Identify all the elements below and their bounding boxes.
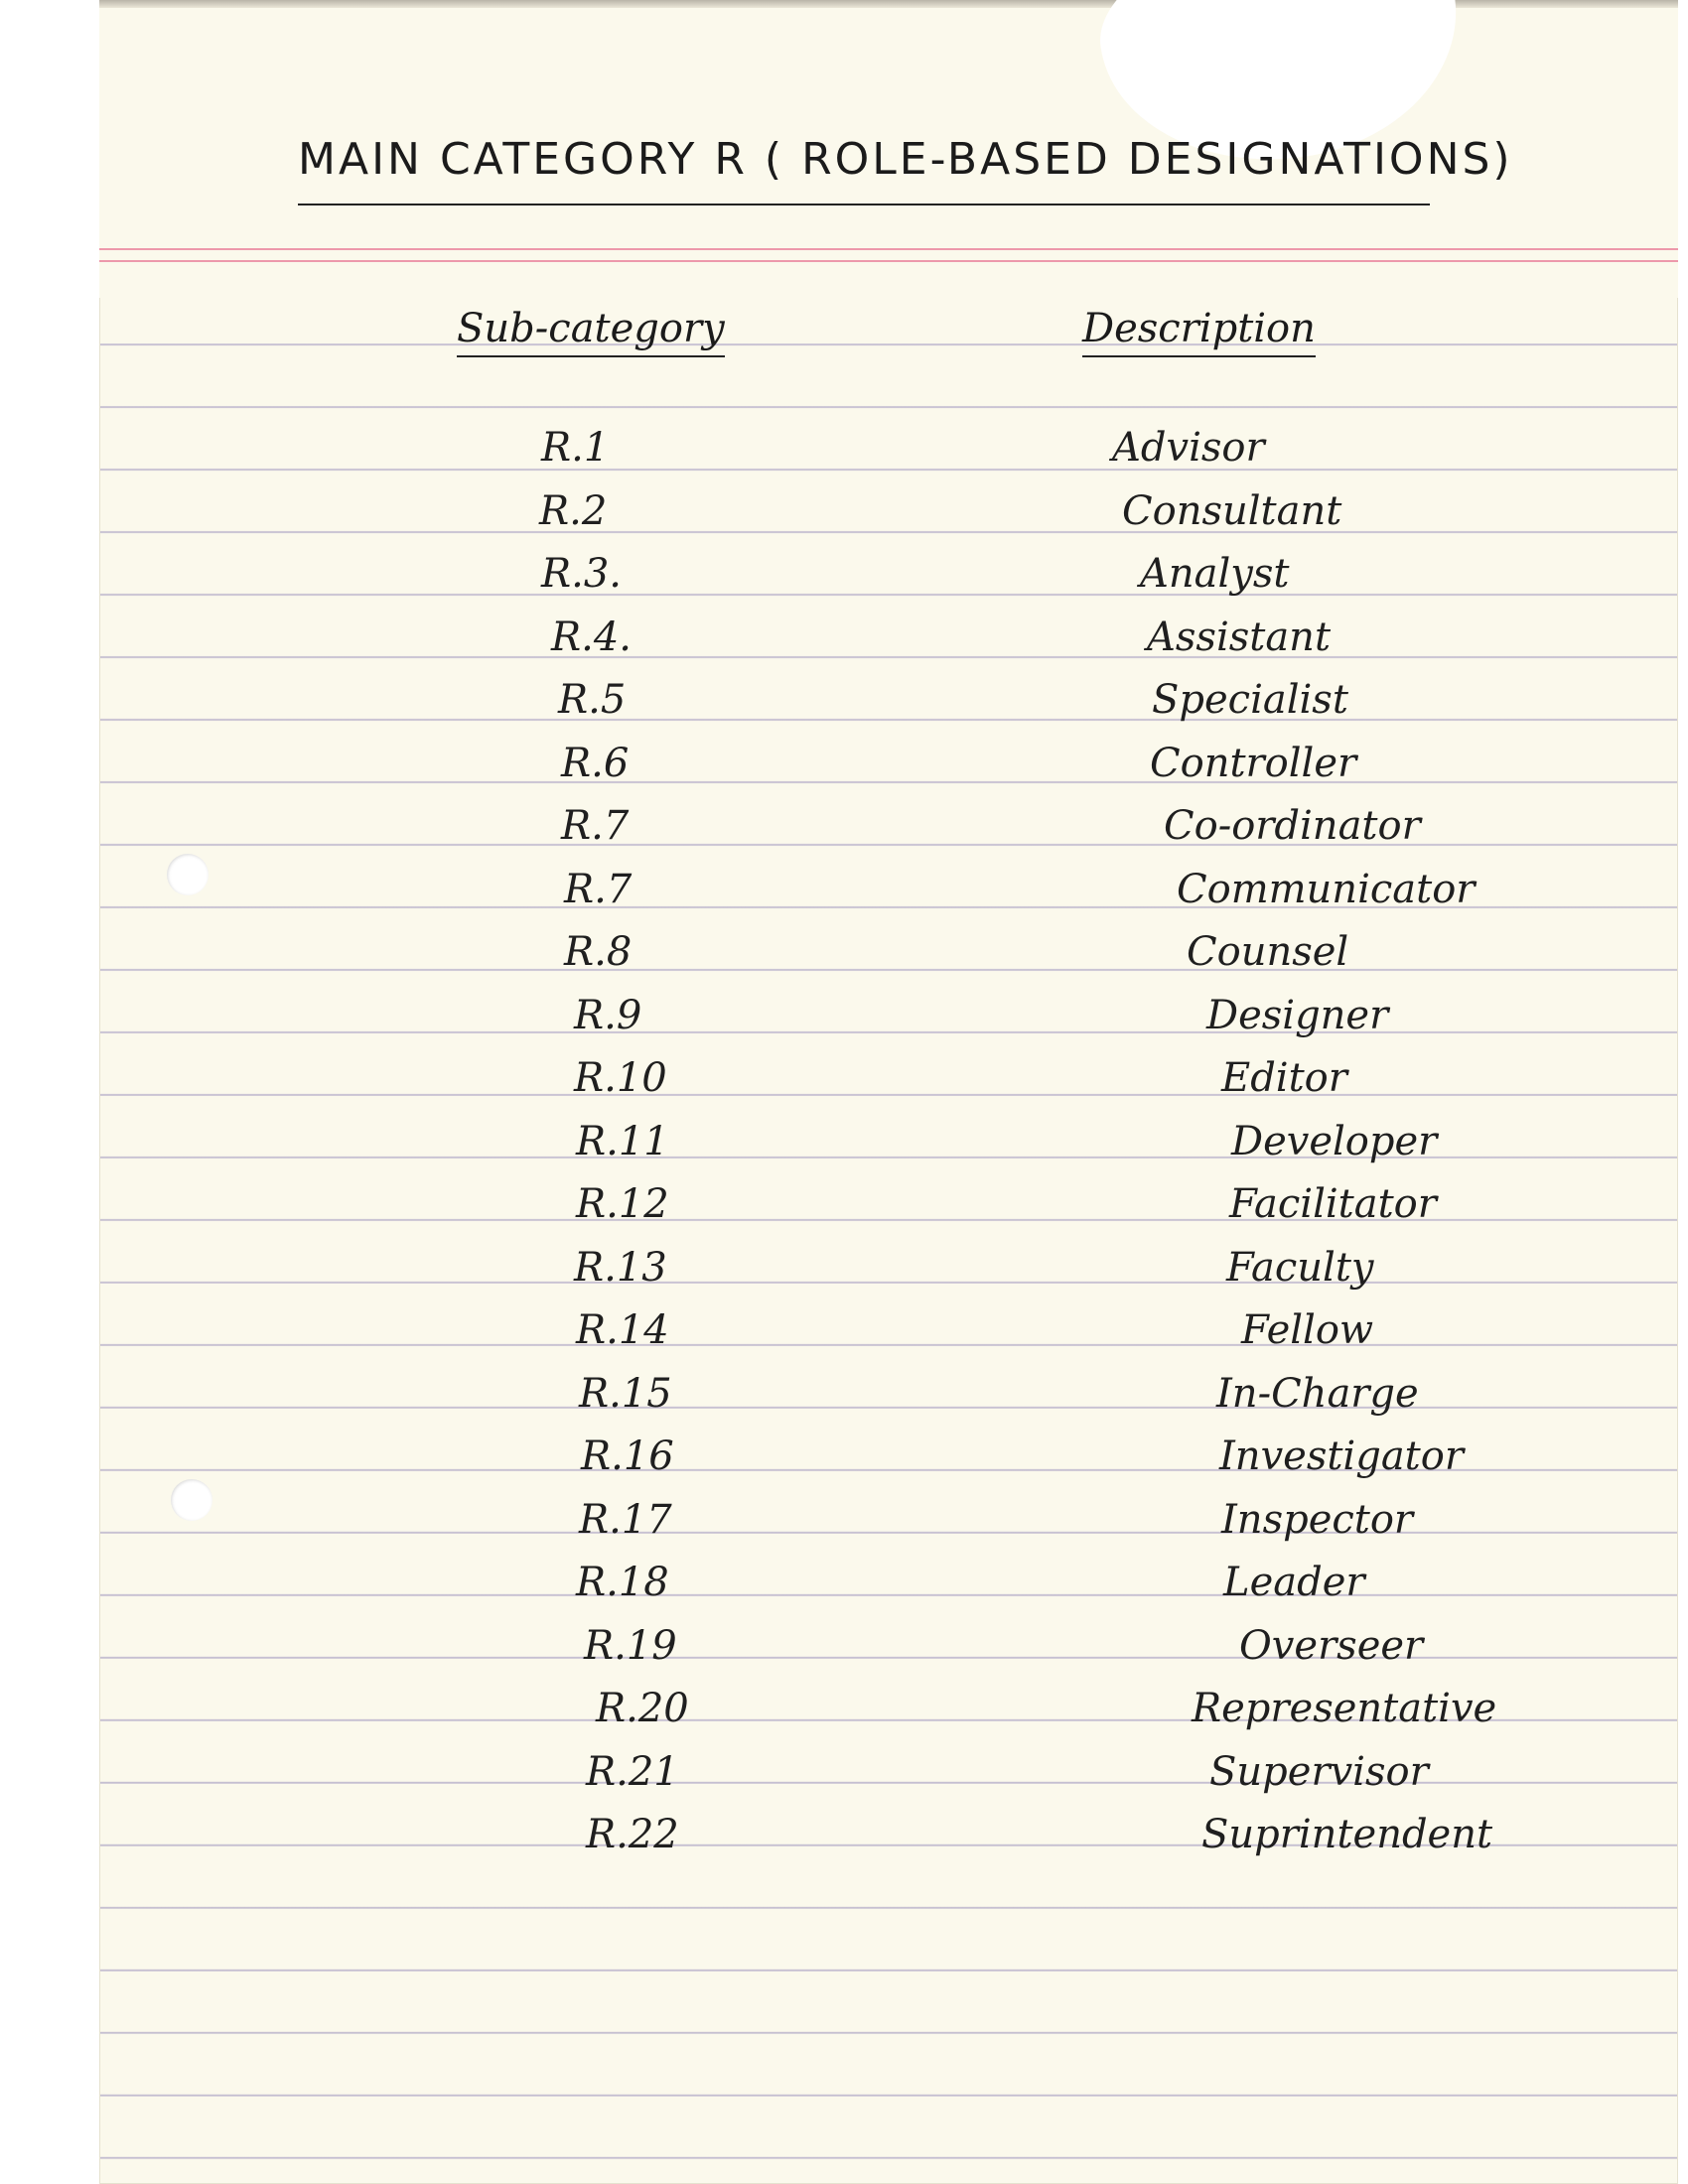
subcategory-code: R.21 (586, 1748, 679, 1795)
subcategory-code: R.20 (596, 1686, 689, 1731)
role-description: Controller (1150, 740, 1357, 786)
subcategory-code: R.11 (576, 1118, 669, 1164)
page-title: MAIN CATEGORY R ( ROLE-BASED DESIGNATIONS) (298, 134, 1513, 185)
role-description: Developer (1231, 1118, 1438, 1164)
role-description: Representative (1192, 1686, 1497, 1731)
table-row (539, 488, 1532, 550)
table-row (564, 929, 1557, 991)
table-row (574, 1055, 1567, 1117)
margin-line (99, 260, 1678, 262)
table-row (576, 1307, 1569, 1369)
table-row (581, 1433, 1574, 1495)
subcategory-code: R.18 (576, 1560, 669, 1605)
table-row (574, 1245, 1567, 1306)
subcategory-code: R.3. (541, 551, 622, 597)
title-underline (298, 204, 1430, 205)
subcategory-code: R.7 (561, 803, 630, 849)
subcategory-code: R.7 (564, 866, 633, 912)
role-description: Counsel (1187, 929, 1349, 975)
column-header-description: Description (1082, 306, 1316, 357)
table-row (551, 614, 1544, 676)
table-row (596, 1686, 1589, 1747)
role-description: Analyst (1140, 551, 1290, 597)
role-description: Communicator (1177, 866, 1476, 912)
table-row (576, 1119, 1569, 1180)
table-row (576, 1181, 1569, 1243)
subcategory-code: R.15 (579, 1370, 672, 1417)
role-description: Consultant (1122, 487, 1342, 534)
role-description: Advisor (1112, 425, 1265, 471)
role-description: Editor (1221, 1055, 1347, 1101)
subcategory-code: R.14 (576, 1307, 669, 1353)
subcategory-code: R.13 (574, 1244, 667, 1291)
subcategory-code: R.10 (574, 1055, 667, 1101)
table-row (574, 993, 1567, 1054)
table-row (541, 425, 1534, 486)
table-row (576, 1560, 1569, 1621)
role-description: Assistant (1147, 614, 1332, 660)
role-description: Overseer (1239, 1622, 1424, 1669)
table-row (586, 1812, 1579, 1873)
subcategory-code: R.8 (564, 929, 633, 975)
table-row (561, 741, 1554, 802)
subcategory-code: R.9 (574, 992, 642, 1038)
table-row (579, 1497, 1572, 1559)
table-row (541, 551, 1534, 613)
subcategory-code: R.4. (551, 614, 632, 660)
column-header-subcategory: Sub-category (457, 306, 725, 357)
subcategory-code: R.12 (576, 1181, 669, 1227)
role-description: Designer (1206, 992, 1389, 1038)
role-description: Specialist (1152, 677, 1348, 723)
role-description: Investigator (1219, 1433, 1464, 1479)
table-row (586, 1749, 1579, 1811)
role-description: Facilitator (1229, 1181, 1437, 1227)
role-description: In-Charge (1216, 1370, 1419, 1417)
role-description: Fellow (1241, 1307, 1374, 1353)
punch-hole (167, 854, 209, 895)
punch-hole (171, 1479, 212, 1521)
subcategory-code: R.22 (586, 1812, 679, 1857)
subcategory-code: R.16 (581, 1433, 674, 1479)
subcategory-code: R.5 (558, 677, 627, 723)
table-row (584, 1623, 1577, 1685)
role-description: Inspector (1221, 1496, 1414, 1543)
table-row (564, 867, 1557, 928)
role-description: Suprintendent (1201, 1812, 1493, 1857)
subcategory-code: R.19 (584, 1622, 677, 1669)
subcategory-code: R.2 (539, 487, 608, 534)
table-row (558, 677, 1551, 739)
table-row (579, 1371, 1572, 1433)
role-description: Leader (1223, 1560, 1365, 1605)
role-description: Faculty (1226, 1244, 1374, 1291)
table-row (561, 803, 1554, 865)
margin-line (99, 248, 1678, 250)
role-description: Co-ordinator (1164, 803, 1421, 849)
subcategory-code: R.6 (561, 740, 630, 786)
subcategory-code: R.17 (579, 1496, 672, 1543)
subcategory-code: R.1 (541, 425, 610, 471)
role-description: Supervisor (1209, 1748, 1429, 1795)
